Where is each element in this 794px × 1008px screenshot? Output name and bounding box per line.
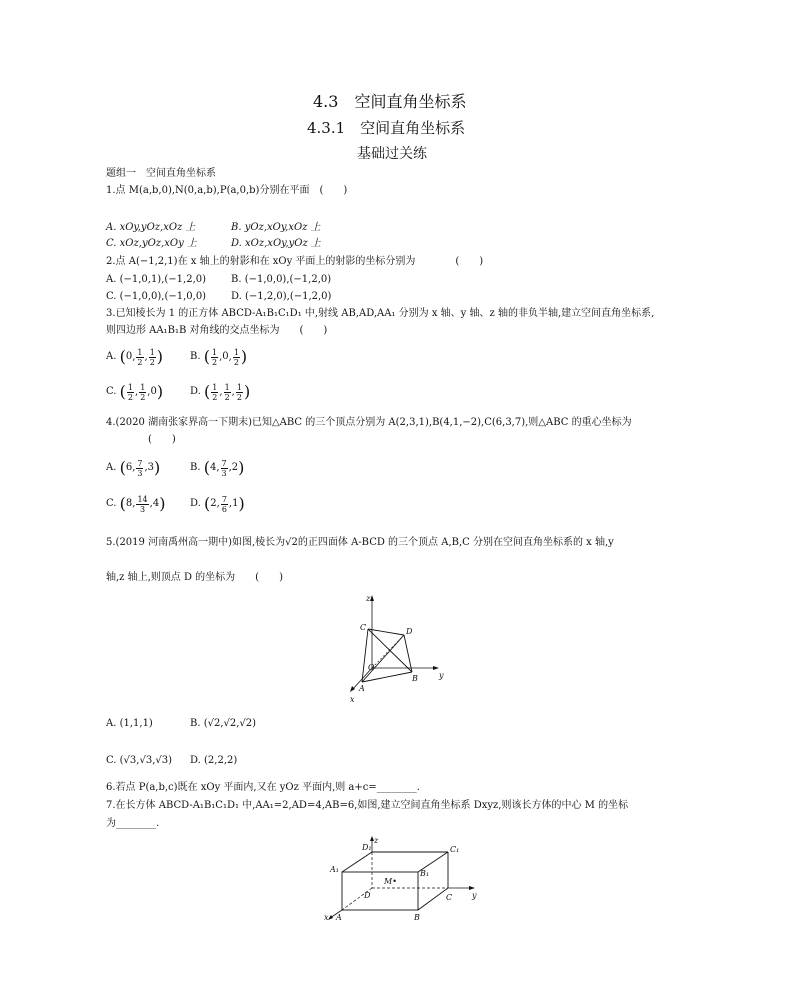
q4-a-num: 7 [137,458,143,468]
section-title: 4.3.1 空间直角坐标系 [307,119,466,137]
q3-line2: 则四边形 AA₁B₁B 对角线的交点坐标为 ( ) [106,325,328,336]
fig7-label-a1: A₁ [330,865,339,874]
fig5-label-x: x [350,695,355,704]
fig5-label-z: z [366,594,371,603]
fig7-label-d1: D₁ [362,843,372,852]
q3-a-den1: 2 [137,357,143,367]
q4-option-a-label: A. [106,462,117,473]
chapter-title: 4.3 空间直角坐标系 [313,92,467,111]
q3-c-den2: 2 [140,392,146,402]
q3-d-den3: 2 [236,392,242,402]
q4-line2: ( ) [148,434,176,445]
q3-option-d-label: D. [190,386,201,397]
q4-option-b: B. (4, $\frac{7}{3}$ ,2) [190,458,245,478]
q2-option-d: D. (−1,2,0),(−1,2,0) [231,291,332,302]
q4-b-post: ,2 [228,462,239,473]
q3-a-den2: 2 [149,357,155,367]
q5-option-a: A. (1,1,1) [106,718,153,729]
fig7-label-a: A [336,913,342,922]
fig7-label-y: y [472,891,477,900]
q5-option-d: D. (2,2,2) [190,755,238,766]
q3-d-den1: 2 [212,392,218,402]
q3-option-b: B. ( $\frac{1}{2}$ ,0, $\frac{1}{2}$ ) [190,347,248,367]
q3-option-b-label: B. [190,351,201,362]
q4-c-pre: 8, [125,498,136,509]
q4-b-pre: 4, [209,462,220,473]
q3-c-den1: 2 [127,392,134,402]
q4-d-den: 6 [221,504,227,514]
q4-d-pre: 2, [210,498,220,509]
fig5-label-o: O [368,663,375,672]
q4-c-den: 3 [140,504,146,514]
q3-option-a: A. (0, $\frac{1}{2}$ , $\frac{1}{2}$ ) [106,347,164,367]
q4-c-num: 14 [137,494,148,504]
fig7-label-c: C [446,893,453,902]
q3-d-num1: 1 [212,382,218,392]
fig7-label-c1: C₁ [450,845,460,854]
fig5-label-a: A [359,684,365,693]
fig5-label-y: y [439,671,444,680]
q4-option-b-label: B. [190,462,201,473]
q1-option-c: C. xOz,yOz,xOy 上 [106,238,197,249]
q4-option-d: D. (2, $\frac{7}{6}$ ,1) [190,494,245,514]
q4-d-post: ,1 [228,498,239,509]
q4-c-post: ,4 [149,498,160,509]
q3-d-num2: 1 [224,382,230,392]
q3-c-num2: 1 [140,382,146,392]
q3-d-num3: 1 [236,382,242,392]
group-heading: 题组一 空间直角坐标系 [106,168,216,179]
exercise-subtitle: 基础过关练 [357,146,427,162]
q3-option-c: C. ( $\frac{1}{2}$ , $\frac{1}{2}$ ,0) [106,382,164,402]
fig7-label-m: M• [384,877,397,886]
fig5-label-c: C [360,623,367,632]
q1-option-b: B. yOz,xOy,xOz 上 [231,222,321,233]
q1-option-a: A. xOy,yOz,xOz 上 [106,222,196,233]
tetrahedron-figure [340,592,460,704]
q3-b-den2: 2 [233,357,239,367]
q3-c-num1: 1 [127,382,134,392]
q2-option-b: B. (−1,0,0),(−1,2,0) [231,274,332,285]
q5-option-b: B. (√2,√2,√2) [190,718,257,729]
cuboid-figure [322,836,482,922]
q4-d-num: 7 [221,494,227,504]
q4-a-den: 3 [137,468,143,478]
q4-option-c: C. (8, $\frac{14}{3}$ ,4) [106,494,166,514]
q6-stem: 6.若点 P(a,b,c)既在 xOy 平面内,又在 yOz 平面内,则 a+c=________. [106,782,420,793]
q2-stem: 2.点 A(−1,2,1)在 x 轴上的射影和在 xOy 平面上的射影的坐标分别为 ( ) [106,256,484,267]
q3-b-zero: 0 [222,351,229,362]
q4-line1: 4.(2020 湖南张家界高一下期末)已知△ABC 的三个顶点分别为 A(2,3,1),B(4,1,−2),C(6,3,7),则△ABC 的重心坐标为 [106,417,632,428]
q3-b-num1: 1 [211,347,218,357]
q5-option-c: C. (√3,√3,√3) [106,755,173,766]
q1-stem: 1.点 M(a,b,0),N(0,a,b),P(a,0,b)分别在平面 ( ) [106,185,348,196]
fig5-label-d: D [406,627,413,636]
q3-a-num2: 1 [149,347,155,357]
fig7-label-x: x [324,913,329,922]
q5-line2: 轴,z 轴上,则顶点 D 的坐标为 ( ) [106,572,283,583]
q4-b-den: 3 [221,468,227,478]
q1-option-d: D. xOz,xOy,yOz 上 [231,238,321,249]
q7-line2: 为________. [106,818,160,829]
fig7-label-b: B [414,913,420,922]
fig5-label-b: B [412,674,418,683]
q4-b-num: 7 [221,458,227,468]
fig7-label-d: D [364,891,371,900]
q3-d-den2: 2 [224,392,230,402]
q4-option-d-label: D. [190,498,201,509]
q3-option-d: D. ( $\frac{1}{2}$ , $\frac{1}{2}$ , $\frac{1}{2}$ ) [190,382,251,402]
q3-b-num2: 1 [233,347,239,357]
q5-line1: 5.(2019 河南禹州高一期中)如图,棱长为√2的正四面体 A-BCD 的三个顶点 A,B,C 分别在空间直角坐标系的 x 轴,y [106,537,614,548]
q3-a-zero: 0 [125,351,133,362]
q2-option-c: C. (−1,0,0),(−1,0,0) [106,291,207,302]
q2-option-a: A. (−1,0,1),(−1,2,0) [106,274,207,285]
q3-a-num1: 1 [137,347,143,357]
q4-option-a: A. (6, $\frac{7}{3}$ ,3) [106,458,161,478]
q3-c-zero: 0 [150,386,157,397]
q4-option-c-label: C. [106,498,117,509]
q3-b-den1: 2 [211,357,218,367]
q3-line1: 3.已知棱长为 1 的正方体 ABCD-A₁B₁C₁D₁ 中,射线 AB,AD,AA₁ 分别为 x 轴、y 轴、z 轴的非负半轴,建立空间直角坐标系, [106,308,655,319]
q3-option-c-label: C. [106,386,117,397]
fig7-label-z: z [374,836,379,845]
q7-line1: 7.在长方体 ABCD-A₁B₁C₁D₁ 中,AA₁=2,AD=4,AB=6,如图,建立空间直角坐标系 Dxyz,则该长方体的中心 M 的坐标 [106,800,629,811]
q3-option-a-label: A. [106,351,117,362]
fig7-label-b1: B₁ [420,869,430,878]
